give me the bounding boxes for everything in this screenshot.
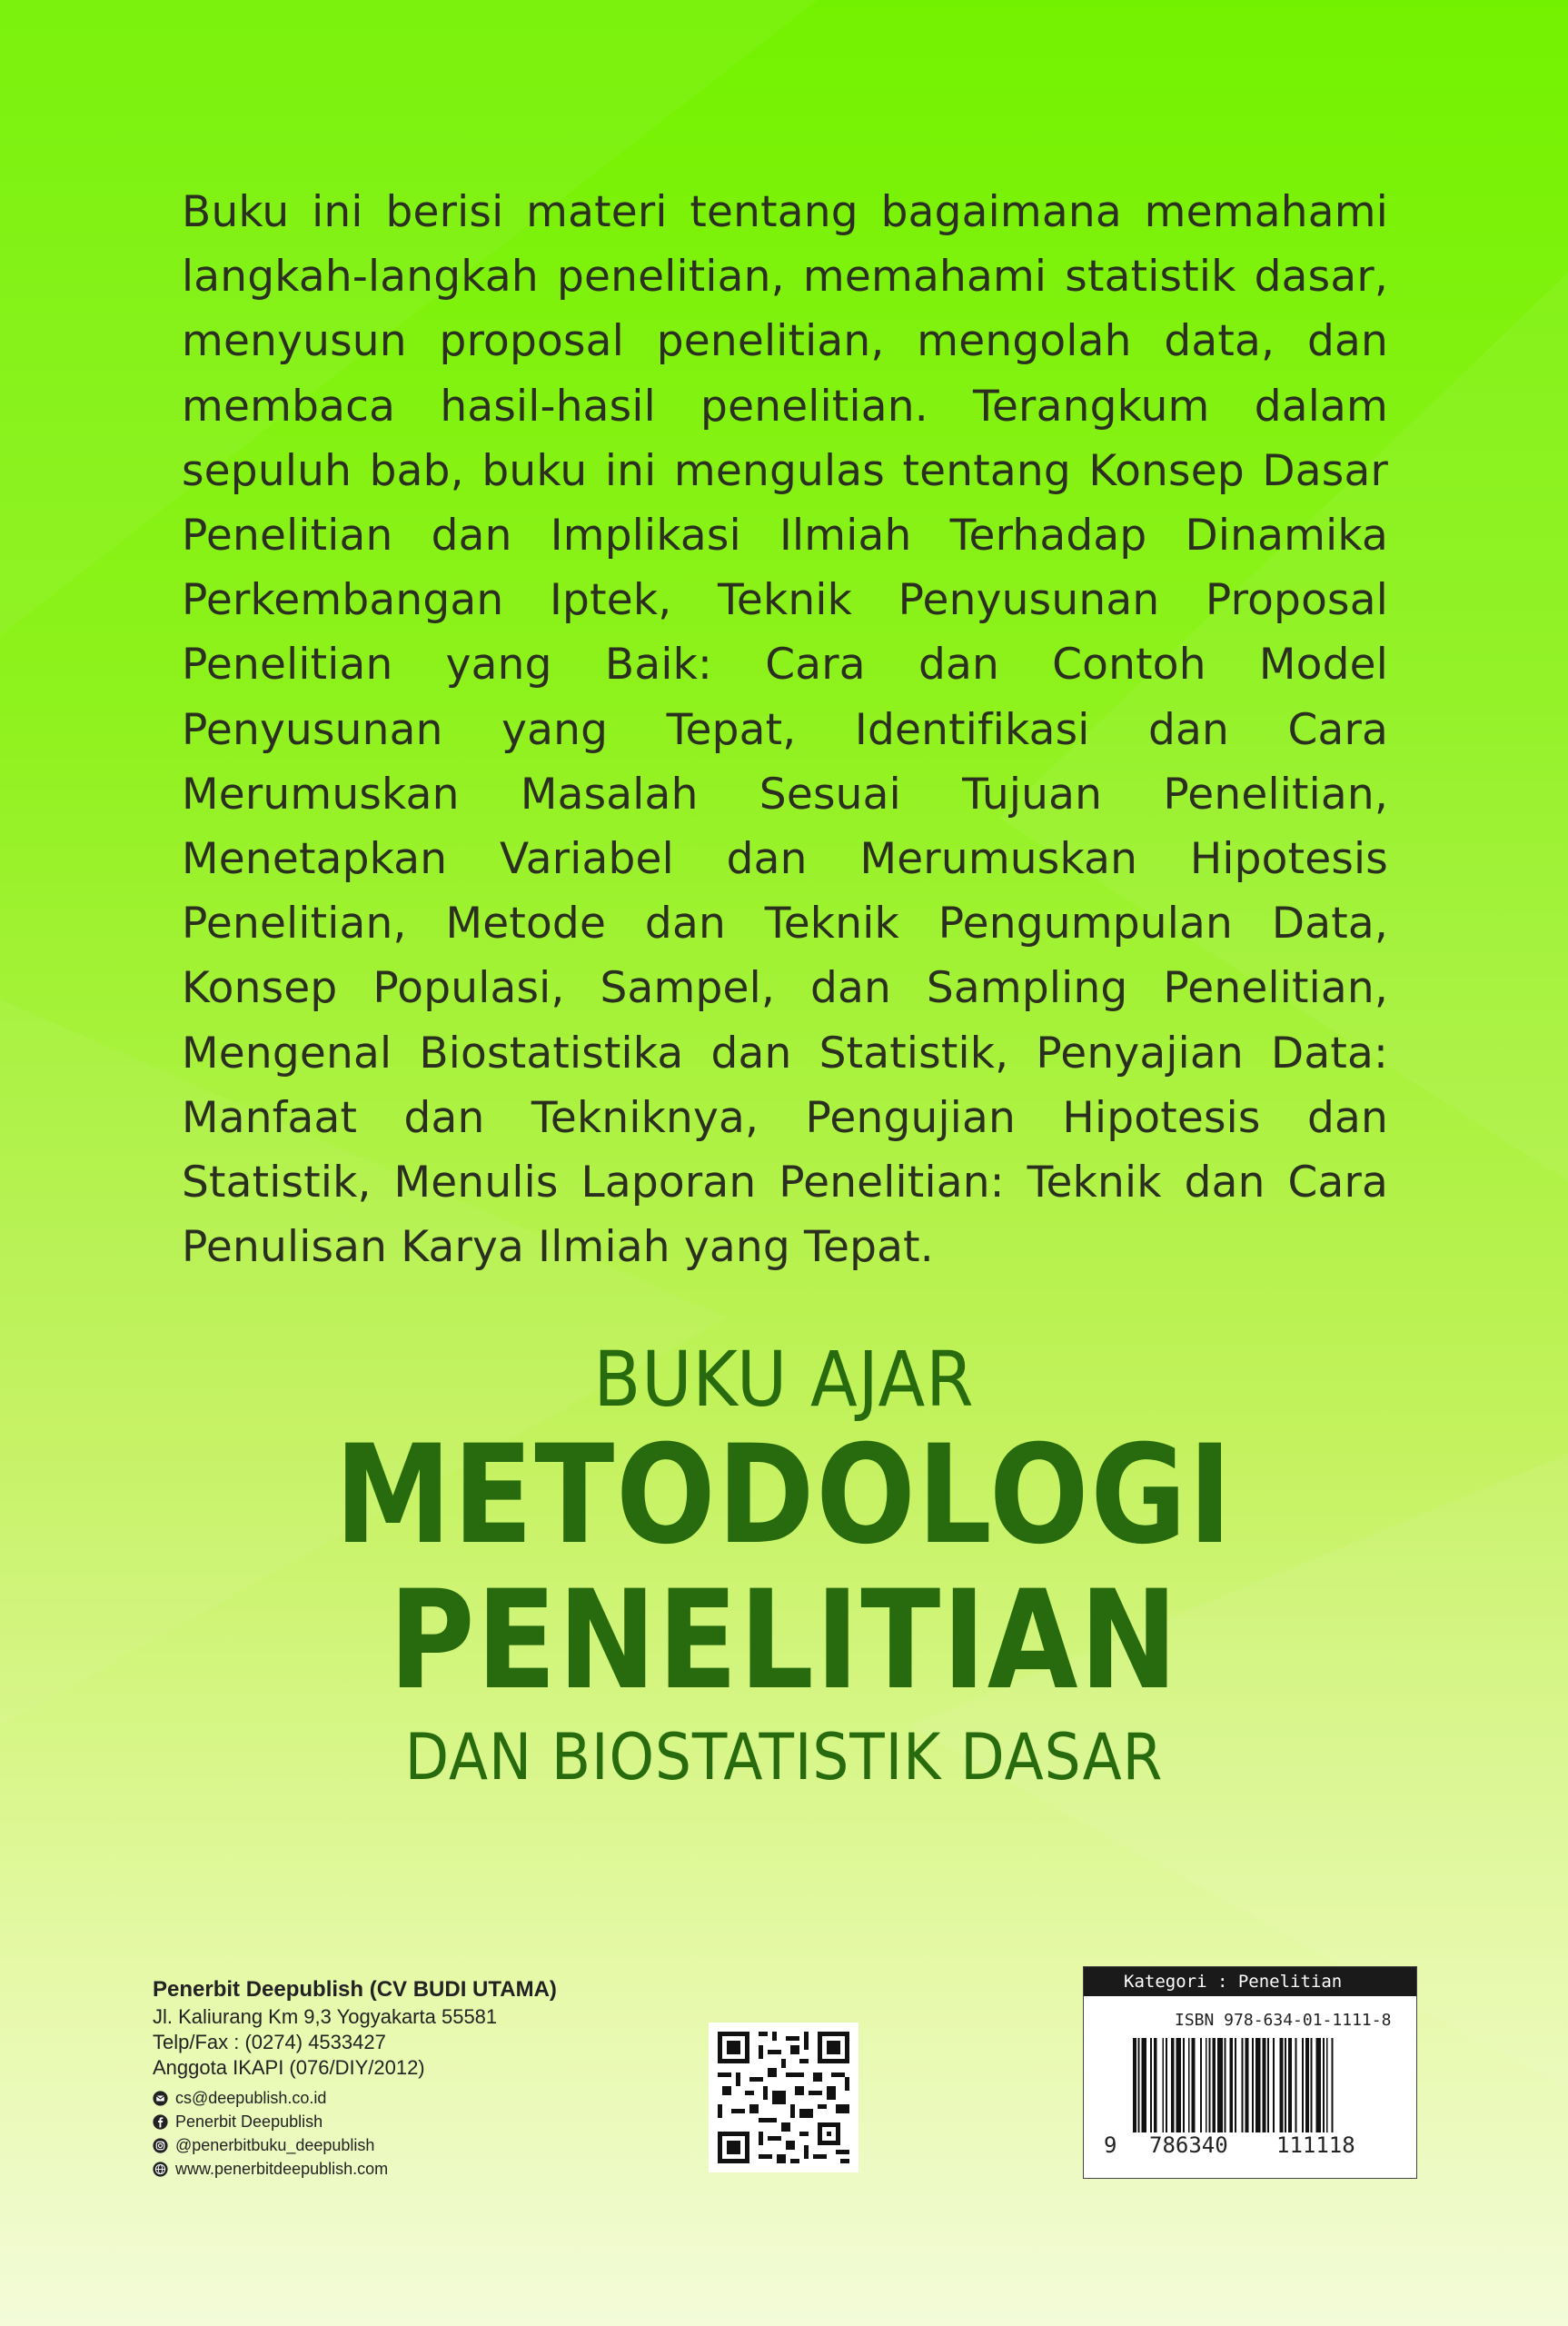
publisher-name: Penerbit Deepublish (CV BUDI UTAMA) <box>153 1977 557 2002</box>
barcode-bar <box>1176 2038 1182 2132</box>
email-icon <box>153 2091 168 2106</box>
barcode-bar <box>1192 2038 1196 2132</box>
barcode-bar <box>1332 2038 1334 2132</box>
contact-instagram: @penerbitbuku_deepublish <box>153 2133 661 2157</box>
barcode-bar <box>1206 2038 1207 2132</box>
barcode-bar <box>1183 2038 1185 2132</box>
barcode-bar <box>1166 2038 1167 2132</box>
title-line-penelitian: PENELITIAN <box>389 1562 1179 1720</box>
barcode-bar <box>1235 2038 1236 2132</box>
publisher-address: Jl. Kaliurang Km 9,3 Yogyakarta 55581 <box>153 2005 498 2028</box>
barcode-digits-right: 111118 <box>1276 2132 1355 2158</box>
isbn-number: ISBN 978-634-01-1111-8 <box>1175 2011 1392 2030</box>
barcode-bar <box>1162 2038 1164 2132</box>
title-line-metodologi: METODOLOGI <box>334 1416 1234 1575</box>
barcode-bar <box>1225 2038 1226 2132</box>
barcode-bar <box>1242 2038 1244 2132</box>
barcode-bar <box>1285 2038 1286 2132</box>
barcode-bar <box>1171 2038 1175 2132</box>
book-title <box>0 1336 1568 1801</box>
contact-email: cs@deepublish.co.id <box>153 2086 661 2110</box>
barcode-digits-left: 786340 <box>1149 2132 1228 2158</box>
barcode-bar <box>1263 2038 1266 2132</box>
publisher-membership: Anggota IKAPI (076/DIY/2012) <box>153 2056 425 2079</box>
barcode-bar <box>1200 2038 1202 2132</box>
barcode-bar <box>1295 2038 1297 2132</box>
contact-website: www.penerbitdeepublish.com <box>153 2157 661 2181</box>
barcode-bars <box>1133 2038 1396 2132</box>
barcode-bar <box>1245 2038 1249 2132</box>
barcode-bar <box>1273 2038 1275 2132</box>
barcode-bar <box>1302 2038 1304 2132</box>
barcode-bar <box>1217 2038 1223 2132</box>
publisher-contacts <box>153 2086 661 2181</box>
publisher-phone: Telp/Fax : (0274) 4533427 <box>153 2031 386 2053</box>
barcode-bar <box>1252 2038 1254 2132</box>
barcode-bar <box>1311 2038 1313 2132</box>
barcode-digit-first: 9 <box>1104 2132 1117 2158</box>
barcode-bar <box>1323 2038 1325 2132</box>
publisher-info <box>153 1975 661 2181</box>
barcode-bar <box>1154 2038 1157 2132</box>
barcode-bar <box>1150 2038 1152 2132</box>
facebook-icon <box>153 2114 168 2130</box>
title-line-buku-ajar: BUKU AJAR <box>593 1335 975 1424</box>
barcode-bar <box>1280 2038 1284 2132</box>
barcode-bar <box>1288 2038 1292 2132</box>
barcode-bar <box>1326 2038 1328 2132</box>
barcode-bar <box>1212 2038 1216 2132</box>
barcode-bar <box>1133 2038 1136 2132</box>
barcode-bar <box>1209 2038 1211 2132</box>
barcode-bar <box>1188 2038 1190 2132</box>
qr-code <box>709 2023 858 2172</box>
barcode-bar <box>1305 2038 1309 2132</box>
barcode-bar <box>1267 2038 1269 2132</box>
barcode-bar <box>1142 2038 1147 2132</box>
blurb-text: Buku ini berisi materi tentang bagaimana memahami langkah-langkah penelitian, memahami statistik dasar, menyusun proposal penelitian, mengolah data, dan membaca hasil-hasil penelitian. Terangkum dalam sepuluh bab, buku ini mengulas tentang Konsep Dasar Penelitian dan Implikasi Ilmiah Terhadap Dinamika Perkembangan Iptek, Teknik Penyusunan Proposal Penelitian yang Baik: Cara dan Contoh Model Penyusunan yang Tepat, Identifikasi dan Cara Merumuskan Masalah Sesuai Tujuan Penelitian, Menetapkan Variabel dan Merumuskan Hipotesis Penelitian, Metode dan Teknik Pengumpulan Data, Konsep Populasi, Sampel, dan Sampling Penelitian, Mengenal Biostatistika dan Statistik, Penyajian Data: Manfaat dan Tekniknya, Pengujian Hipotesis dan Statistik, Menulis Laporan Penelitian: Teknik dan Cara Penulisan Karya Ilmiah yang Tepat. <box>182 187 1388 1273</box>
instagram-icon <box>153 2138 168 2153</box>
barcode-bar <box>1138 2038 1140 2132</box>
contact-facebook: Penerbit Deepublish <box>153 2110 661 2133</box>
barcode-bar <box>1229 2038 1233 2132</box>
category-label: Kategori : Penelitian <box>1084 1967 1416 1996</box>
barcode-bar <box>1255 2038 1261 2132</box>
barcode-bar <box>1315 2038 1321 2132</box>
globe-icon <box>153 2162 168 2177</box>
title-line-subtitle: DAN BIOSTATISTIK DASAR <box>404 1720 1164 1794</box>
isbn-barcode-block <box>1083 1966 1417 2179</box>
